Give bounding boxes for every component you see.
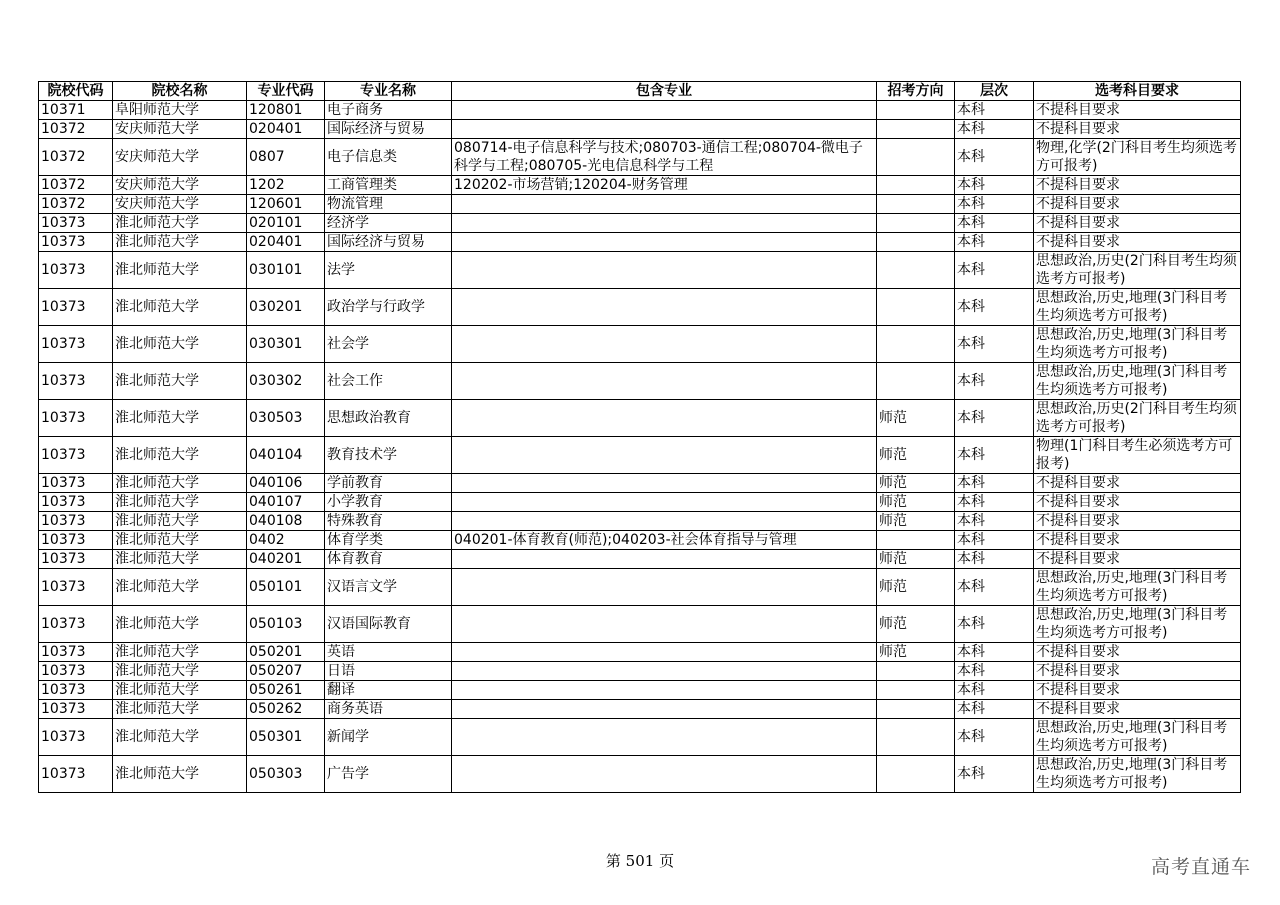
cell-school-name: 淮北师范大学 <box>113 233 247 252</box>
cell-subject-requirement: 思想政治,历史,地理(3门科目考生均须选考方可报考) <box>1034 326 1241 363</box>
cell-level: 本科 <box>955 195 1034 214</box>
cell-included-majors <box>452 120 877 139</box>
cell-major-name: 新闻学 <box>325 719 452 756</box>
cell-level: 本科 <box>955 700 1034 719</box>
admission-table <box>38 81 1241 793</box>
cell-school-name: 淮北师范大学 <box>113 326 247 363</box>
cell-included-majors <box>452 233 877 252</box>
cell-level: 本科 <box>955 493 1034 512</box>
cell-direction <box>877 700 955 719</box>
cell-direction: 师范 <box>877 512 955 531</box>
cell-included-majors <box>452 550 877 569</box>
cell-direction <box>877 120 955 139</box>
cell-level: 本科 <box>955 289 1034 326</box>
cell-level: 本科 <box>955 233 1034 252</box>
cell-subject-requirement: 思想政治,历史,地理(3门科目考生均须选考方可报考) <box>1034 363 1241 400</box>
table-row <box>39 681 1241 700</box>
cell-school-name: 淮北师范大学 <box>113 289 247 326</box>
cell-major-code: 050103 <box>247 606 325 643</box>
cell-school-code: 10373 <box>39 437 113 474</box>
cell-included-majors <box>452 363 877 400</box>
cell-direction <box>877 139 955 176</box>
table-row <box>39 363 1241 400</box>
cell-included-majors <box>452 437 877 474</box>
cell-subject-requirement: 思想政治,历史,地理(3门科目考生均须选考方可报考) <box>1034 606 1241 643</box>
cell-school-code: 10372 <box>39 120 113 139</box>
header-school-name: 院校名称 <box>113 82 247 101</box>
cell-school-code: 10373 <box>39 531 113 550</box>
cell-subject-requirement: 不提科目要求 <box>1034 214 1241 233</box>
cell-included-majors <box>452 326 877 363</box>
cell-subject-requirement: 不提科目要求 <box>1034 512 1241 531</box>
cell-level: 本科 <box>955 214 1034 233</box>
cell-school-name: 淮北师范大学 <box>113 550 247 569</box>
cell-included-majors <box>452 252 877 289</box>
cell-major-name: 广告学 <box>325 756 452 793</box>
cell-major-code: 050301 <box>247 719 325 756</box>
cell-school-code: 10373 <box>39 326 113 363</box>
cell-school-name: 阜阳师范大学 <box>113 101 247 120</box>
cell-school-code: 10373 <box>39 512 113 531</box>
cell-school-name: 安庆师范大学 <box>113 139 247 176</box>
cell-major-name: 电子信息类 <box>325 139 452 176</box>
cell-included-majors <box>452 643 877 662</box>
cell-school-code: 10373 <box>39 214 113 233</box>
cell-subject-requirement: 不提科目要求 <box>1034 531 1241 550</box>
cell-direction <box>877 233 955 252</box>
cell-school-code: 10372 <box>39 139 113 176</box>
table-row <box>39 252 1241 289</box>
cell-school-code: 10373 <box>39 700 113 719</box>
cell-major-code: 050207 <box>247 662 325 681</box>
cell-included-majors <box>452 214 877 233</box>
cell-school-code: 10372 <box>39 176 113 195</box>
cell-level: 本科 <box>955 474 1034 493</box>
table-row <box>39 326 1241 363</box>
cell-direction <box>877 289 955 326</box>
table-row <box>39 643 1241 662</box>
cell-school-name: 淮北师范大学 <box>113 512 247 531</box>
cell-subject-requirement: 思想政治,历史,地理(3门科目考生均须选考方可报考) <box>1034 719 1241 756</box>
cell-major-code: 040107 <box>247 493 325 512</box>
cell-school-name: 淮北师范大学 <box>113 493 247 512</box>
header-major-code: 专业代码 <box>247 82 325 101</box>
cell-direction: 师范 <box>877 643 955 662</box>
cell-level: 本科 <box>955 363 1034 400</box>
table-row <box>39 176 1241 195</box>
cell-direction <box>877 531 955 550</box>
cell-school-code: 10373 <box>39 569 113 606</box>
table-row <box>39 474 1241 493</box>
table-row <box>39 120 1241 139</box>
cell-major-name: 国际经济与贸易 <box>325 233 452 252</box>
table-body <box>39 101 1241 793</box>
header-major-name: 专业名称 <box>325 82 452 101</box>
cell-major-code: 020101 <box>247 214 325 233</box>
cell-subject-requirement: 物理,化学(2门科目考生均须选考方可报考) <box>1034 139 1241 176</box>
cell-major-name: 商务英语 <box>325 700 452 719</box>
cell-major-name: 政治学与行政学 <box>325 289 452 326</box>
cell-school-code: 10373 <box>39 606 113 643</box>
cell-major-name: 体育教育 <box>325 550 452 569</box>
cell-subject-requirement: 不提科目要求 <box>1034 120 1241 139</box>
cell-school-name: 安庆师范大学 <box>113 195 247 214</box>
cell-level: 本科 <box>955 569 1034 606</box>
table-row <box>39 233 1241 252</box>
cell-school-name: 淮北师范大学 <box>113 437 247 474</box>
cell-direction: 师范 <box>877 569 955 606</box>
cell-major-code: 050303 <box>247 756 325 793</box>
cell-included-majors <box>452 512 877 531</box>
table-row <box>39 550 1241 569</box>
cell-school-name: 淮北师范大学 <box>113 606 247 643</box>
cell-school-code: 10373 <box>39 363 113 400</box>
cell-level: 本科 <box>955 756 1034 793</box>
cell-school-code: 10371 <box>39 101 113 120</box>
cell-school-code: 10373 <box>39 400 113 437</box>
table-header-row <box>39 82 1241 101</box>
cell-direction <box>877 101 955 120</box>
table-row <box>39 700 1241 719</box>
cell-included-majors <box>452 719 877 756</box>
cell-level: 本科 <box>955 176 1034 195</box>
table-row <box>39 662 1241 681</box>
cell-school-name: 淮北师范大学 <box>113 363 247 400</box>
cell-subject-requirement: 不提科目要求 <box>1034 176 1241 195</box>
cell-major-name: 法学 <box>325 252 452 289</box>
cell-major-name: 物流管理 <box>325 195 452 214</box>
cell-major-name: 汉语言文学 <box>325 569 452 606</box>
cell-major-name: 教育技术学 <box>325 437 452 474</box>
cell-direction: 师范 <box>877 606 955 643</box>
header-school-code: 院校代码 <box>39 82 113 101</box>
header-included-majors: 包含专业 <box>452 82 877 101</box>
cell-included-majors <box>452 681 877 700</box>
table-row <box>39 289 1241 326</box>
cell-direction <box>877 176 955 195</box>
cell-included-majors <box>452 662 877 681</box>
table-row <box>39 139 1241 176</box>
header-level: 层次 <box>955 82 1034 101</box>
cell-school-code: 10373 <box>39 252 113 289</box>
cell-major-code: 050101 <box>247 569 325 606</box>
cell-subject-requirement: 物理(1门科目考生必须选考方可报考) <box>1034 437 1241 474</box>
cell-school-code: 10373 <box>39 289 113 326</box>
watermark: 高考直通车 <box>1150 856 1251 878</box>
cell-major-code: 040108 <box>247 512 325 531</box>
cell-level: 本科 <box>955 531 1034 550</box>
cell-major-code: 0807 <box>247 139 325 176</box>
cell-level: 本科 <box>955 550 1034 569</box>
cell-major-name: 体育学类 <box>325 531 452 550</box>
cell-direction <box>877 195 955 214</box>
cell-level: 本科 <box>955 120 1034 139</box>
cell-level: 本科 <box>955 252 1034 289</box>
cell-direction <box>877 326 955 363</box>
cell-school-name: 淮北师范大学 <box>113 252 247 289</box>
cell-school-code: 10373 <box>39 719 113 756</box>
cell-school-code: 10373 <box>39 681 113 700</box>
table-row <box>39 437 1241 474</box>
cell-school-name: 淮北师范大学 <box>113 531 247 550</box>
cell-included-majors <box>452 569 877 606</box>
cell-subject-requirement: 思想政治,历史(2门科目考生均须选考方可报考) <box>1034 252 1241 289</box>
cell-included-majors <box>452 493 877 512</box>
cell-included-majors: 080714-电子信息科学与技术;080703-通信工程;080704-微电子科学与工程;080705-光电信息科学与工程 <box>452 139 877 176</box>
cell-major-code: 040104 <box>247 437 325 474</box>
cell-major-code: 040201 <box>247 550 325 569</box>
cell-major-name: 社会工作 <box>325 363 452 400</box>
cell-school-name: 淮北师范大学 <box>113 662 247 681</box>
cell-subject-requirement: 思想政治,历史,地理(3门科目考生均须选考方可报考) <box>1034 756 1241 793</box>
cell-subject-requirement: 不提科目要求 <box>1034 550 1241 569</box>
cell-school-code: 10373 <box>39 662 113 681</box>
table-row <box>39 195 1241 214</box>
cell-major-name: 日语 <box>325 662 452 681</box>
cell-school-name: 淮北师范大学 <box>113 474 247 493</box>
cell-major-code: 030101 <box>247 252 325 289</box>
table-row <box>39 101 1241 120</box>
cell-direction: 师范 <box>877 400 955 437</box>
cell-major-code: 030503 <box>247 400 325 437</box>
cell-school-code: 10373 <box>39 756 113 793</box>
cell-subject-requirement: 不提科目要求 <box>1034 474 1241 493</box>
cell-direction <box>877 363 955 400</box>
table-row <box>39 400 1241 437</box>
cell-level: 本科 <box>955 101 1034 120</box>
cell-included-majors: 040201-体育教育(师范);040203-社会体育指导与管理 <box>452 531 877 550</box>
cell-major-code: 1202 <box>247 176 325 195</box>
cell-major-code: 0402 <box>247 531 325 550</box>
cell-major-code: 040106 <box>247 474 325 493</box>
cell-direction: 师范 <box>877 437 955 474</box>
table-row <box>39 606 1241 643</box>
table-row <box>39 756 1241 793</box>
cell-direction: 师范 <box>877 493 955 512</box>
cell-major-name: 思想政治教育 <box>325 400 452 437</box>
cell-level: 本科 <box>955 719 1034 756</box>
cell-major-code: 020401 <box>247 120 325 139</box>
table-row <box>39 214 1241 233</box>
cell-direction <box>877 214 955 233</box>
cell-school-name: 淮北师范大学 <box>113 700 247 719</box>
cell-included-majors <box>452 606 877 643</box>
cell-major-name: 国际经济与贸易 <box>325 120 452 139</box>
cell-major-name: 经济学 <box>325 214 452 233</box>
cell-school-name: 淮北师范大学 <box>113 719 247 756</box>
cell-level: 本科 <box>955 139 1034 176</box>
cell-included-majors <box>452 700 877 719</box>
cell-subject-requirement: 思想政治,历史(2门科目考生均须选考方可报考) <box>1034 400 1241 437</box>
cell-school-name: 淮北师范大学 <box>113 569 247 606</box>
cell-school-name: 淮北师范大学 <box>113 643 247 662</box>
cell-subject-requirement: 思想政治,历史,地理(3门科目考生均须选考方可报考) <box>1034 569 1241 606</box>
cell-major-name: 特殊教育 <box>325 512 452 531</box>
header-direction: 招考方向 <box>877 82 955 101</box>
cell-direction <box>877 756 955 793</box>
cell-major-name: 电子商务 <box>325 101 452 120</box>
cell-major-code: 030201 <box>247 289 325 326</box>
cell-school-name: 安庆师范大学 <box>113 120 247 139</box>
cell-subject-requirement: 不提科目要求 <box>1034 700 1241 719</box>
cell-major-name: 英语 <box>325 643 452 662</box>
cell-included-majors <box>452 756 877 793</box>
cell-major-name: 社会学 <box>325 326 452 363</box>
cell-subject-requirement: 思想政治,历史,地理(3门科目考生均须选考方可报考) <box>1034 289 1241 326</box>
cell-included-majors <box>452 474 877 493</box>
cell-major-code: 030301 <box>247 326 325 363</box>
cell-subject-requirement: 不提科目要求 <box>1034 233 1241 252</box>
header-subject-requirement: 选考科目要求 <box>1034 82 1241 101</box>
table-row <box>39 719 1241 756</box>
cell-school-code: 10373 <box>39 493 113 512</box>
cell-major-name: 工商管理类 <box>325 176 452 195</box>
cell-subject-requirement: 不提科目要求 <box>1034 101 1241 120</box>
table-row <box>39 531 1241 550</box>
cell-direction <box>877 681 955 700</box>
cell-school-code: 10372 <box>39 195 113 214</box>
cell-direction <box>877 719 955 756</box>
cell-school-name: 淮北师范大学 <box>113 681 247 700</box>
cell-major-code: 050201 <box>247 643 325 662</box>
table-row <box>39 569 1241 606</box>
cell-school-name: 淮北师范大学 <box>113 400 247 437</box>
cell-included-majors <box>452 400 877 437</box>
cell-school-code: 10373 <box>39 643 113 662</box>
cell-direction: 师范 <box>877 550 955 569</box>
cell-included-majors <box>452 195 877 214</box>
table-row <box>39 493 1241 512</box>
cell-included-majors <box>452 289 877 326</box>
cell-level: 本科 <box>955 681 1034 700</box>
cell-subject-requirement: 不提科目要求 <box>1034 195 1241 214</box>
cell-subject-requirement: 不提科目要求 <box>1034 643 1241 662</box>
cell-major-name: 小学教育 <box>325 493 452 512</box>
cell-major-code: 030302 <box>247 363 325 400</box>
page-number: 第 501 页 <box>605 852 675 870</box>
cell-subject-requirement: 不提科目要求 <box>1034 681 1241 700</box>
cell-subject-requirement: 不提科目要求 <box>1034 493 1241 512</box>
cell-major-name: 翻译 <box>325 681 452 700</box>
cell-school-name: 淮北师范大学 <box>113 756 247 793</box>
cell-major-code: 120601 <box>247 195 325 214</box>
cell-major-code: 120801 <box>247 101 325 120</box>
cell-level: 本科 <box>955 400 1034 437</box>
cell-direction: 师范 <box>877 474 955 493</box>
cell-major-name: 学前教育 <box>325 474 452 493</box>
cell-level: 本科 <box>955 512 1034 531</box>
cell-school-name: 安庆师范大学 <box>113 176 247 195</box>
cell-included-majors: 120202-市场营销;120204-财务管理 <box>452 176 877 195</box>
cell-direction <box>877 252 955 289</box>
cell-major-code: 050261 <box>247 681 325 700</box>
table-row <box>39 512 1241 531</box>
cell-included-majors <box>452 101 877 120</box>
cell-level: 本科 <box>955 606 1034 643</box>
cell-major-code: 050262 <box>247 700 325 719</box>
cell-direction <box>877 662 955 681</box>
cell-major-name: 汉语国际教育 <box>325 606 452 643</box>
cell-level: 本科 <box>955 326 1034 363</box>
cell-school-code: 10373 <box>39 474 113 493</box>
cell-level: 本科 <box>955 437 1034 474</box>
cell-school-code: 10373 <box>39 233 113 252</box>
cell-major-code: 020401 <box>247 233 325 252</box>
cell-subject-requirement: 不提科目要求 <box>1034 662 1241 681</box>
cell-level: 本科 <box>955 643 1034 662</box>
cell-school-code: 10373 <box>39 550 113 569</box>
cell-school-name: 淮北师范大学 <box>113 214 247 233</box>
cell-level: 本科 <box>955 662 1034 681</box>
